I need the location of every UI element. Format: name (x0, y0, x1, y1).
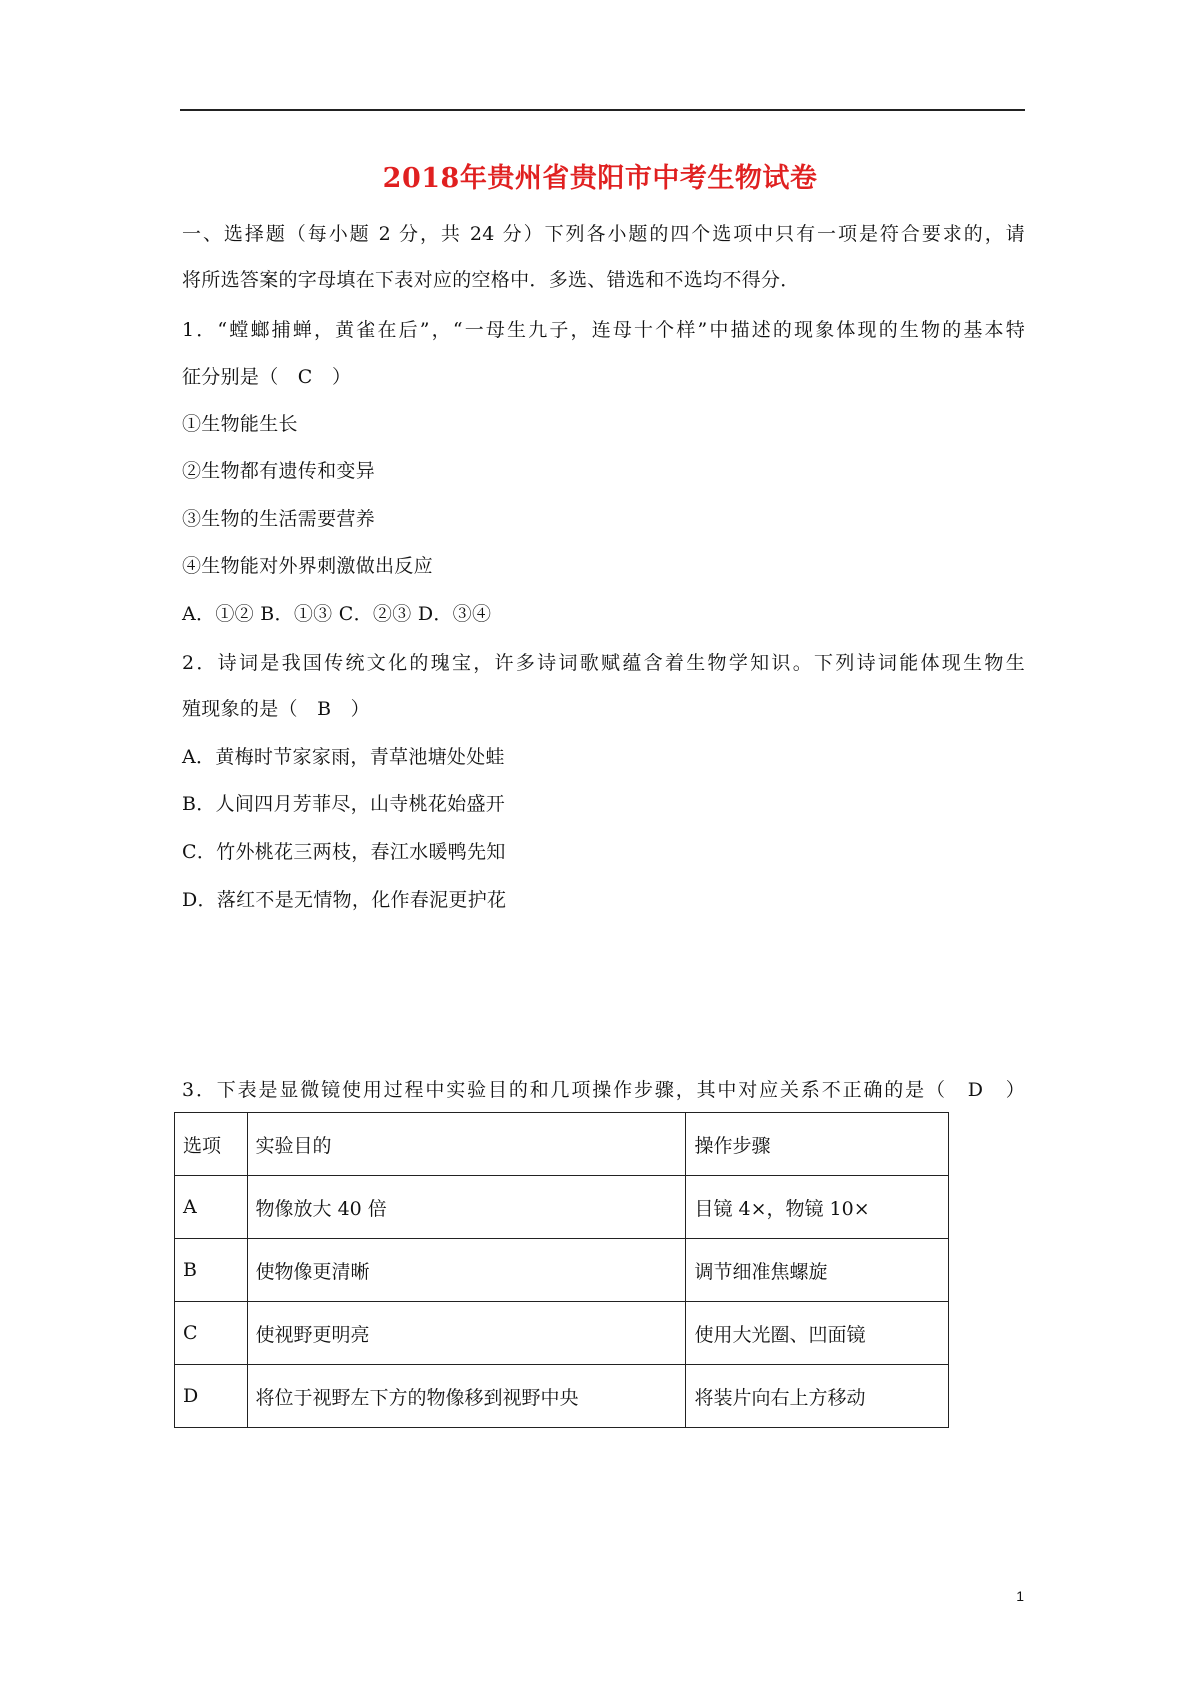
table-header-row (175, 1113, 949, 1176)
q2-stem-line-1: 2．诗词是我国传统文化的瑰宝，许多诗词歌赋蕴含着生物学知识。下列诗词能体现生物生 (182, 652, 1025, 674)
q1-item-1: ①生物能生长 (182, 413, 298, 435)
table-row (175, 1176, 949, 1239)
table-row (175, 1302, 949, 1365)
q2-option-c: C．竹外桃花三两枝，春江水暖鸭先知 (182, 841, 506, 863)
q1-item-4: ④生物能对外界刺激做出反应 (182, 555, 433, 577)
table-cell-steps: 调节细准焦螺旋 (686, 1239, 949, 1302)
q3-stem: 3．下表是显微镜使用过程中实验目的和几项操作步骤，其中对应关系不正确的是（ D ） (182, 1079, 1025, 1101)
q2-option-b: B．人间四月芳菲尽，山寺桃花始盛开 (182, 793, 506, 815)
q2-option-d: D．落红不是无情物，化作春泥更护花 (182, 889, 507, 911)
header-cell-purpose: 实验目的 (247, 1113, 686, 1176)
page-number: 1 (1016, 1588, 1024, 1604)
q1-stem-line-1: 1．“螳螂捕蝉，黄雀在后”，“一母生九子，连母十个样”中描述的现象体现的生物的基本特 (182, 319, 1025, 341)
microscope-table (174, 1112, 949, 1428)
table-cell-option: C (175, 1302, 248, 1365)
q1-options: A．①② B．①③ C．②③ D．③④ (182, 603, 492, 625)
table-cell-option: D (175, 1365, 248, 1428)
table-cell-steps: 目镜 4×，物镜 10× (686, 1176, 949, 1239)
header-rule (180, 109, 1025, 111)
page-title: 2018年贵州省贵阳市中考生物试卷 (382, 163, 818, 194)
table-cell-purpose: 物像放大 40 倍 (247, 1176, 686, 1239)
table-cell-steps: 将装片向右上方移动 (686, 1365, 949, 1428)
section-heading-line-2: 将所选答案的字母填在下表对应的空格中．多选、错选和不选均不得分． (182, 269, 800, 291)
table-cell-purpose: 使物像更清晰 (247, 1239, 686, 1302)
header-cell-steps: 操作步骤 (686, 1113, 949, 1176)
header-cell-option: 选项 (175, 1113, 248, 1176)
table-row (175, 1239, 949, 1302)
q1-item-3: ③生物的生活需要营养 (182, 508, 376, 530)
table-cell-purpose: 将位于视野左下方的物像移到视野中央 (247, 1365, 686, 1428)
table-cell-purpose: 使视野更明亮 (247, 1302, 686, 1365)
q2-stem-line-2: 殖现象的是（ B ） (182, 698, 370, 720)
q1-item-2: ②生物都有遗传和变异 (182, 460, 376, 482)
q1-stem-line-2: 征分别是（ C ） (182, 366, 352, 388)
q2-option-a: A．黄梅时节家家雨，青草池塘处处蛙 (182, 746, 505, 768)
table-cell-option: B (175, 1239, 248, 1302)
section-heading-line-1: 一、选择题（每小题 2 分，共 24 分）下列各小题的四个选项中只有一项是符合要求的，请 (182, 223, 1025, 245)
table-cell-steps: 使用大光圈、凹面镜 (686, 1302, 949, 1365)
table-row (175, 1365, 949, 1428)
table-cell-option: A (175, 1176, 248, 1239)
